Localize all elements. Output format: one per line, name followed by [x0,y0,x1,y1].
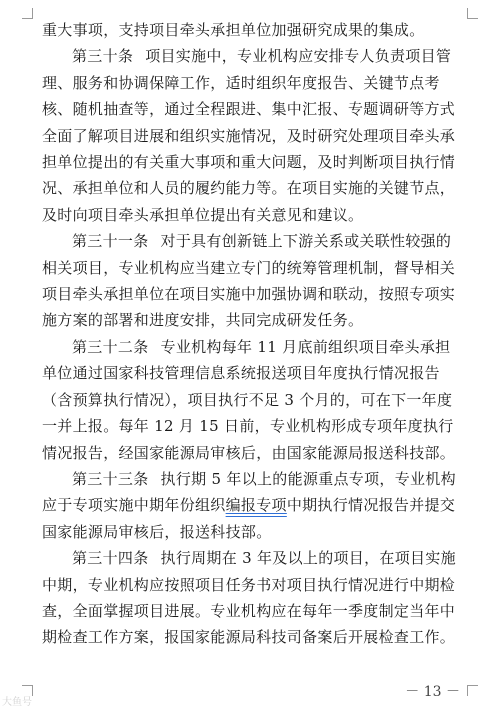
watermark: 大鱼号 [2,697,32,708]
article-30 [42,43,462,228]
crop-mark-top-left [22,8,33,19]
crop-mark-top-right [467,8,478,19]
article-number: 第三十一条 [72,232,149,251]
article-number: 第三十四条 [72,549,149,568]
paragraph-text: 重大事项，支持项目牵头承担单位加强研究成果的集成。 [42,21,425,39]
page-number: － 13 － [405,684,460,700]
article-text: 项目实施中，专业机构应安排专人负责项目管理、服务和协调保障工作，适时组织年度报告、关键节点考核、随机抽查等，通过全程跟进、集中汇报、专题调研等方式全面了解项目进展和组织实施情况，及时研究处理项目牵头承担单位提出的有关重大事项和重大问题，及时判断项目执行情况、承担单位和人员的履约能力等。在项目实施的关键节点，及时向项目牵头承担单位提出有关意见和建议。 [42,47,456,224]
article-text: 对于具有创新链上下游关系或关联性较强的相关项目，专业机构应当建立专门的统筹管理机制，督导相关项目牵头承担单位在项目实施中加强协调和联动，按照专项实施方案的部署和进度安排，共同完成研发任务。 [42,232,456,330]
paragraph-continuation [42,17,462,43]
article-31 [42,228,462,334]
spellcheck-underlined-text[interactable]: 编报专项 [225,496,287,515]
article-text-before: 执行期 5 年以上的能源重点专项，专业机构应于专项实施中期年份组织 [42,469,456,515]
article-number: 第三十三条 [72,469,149,488]
article-number: 第三十二条 [72,337,149,356]
article-text: 专业机构每年 11 月底前组织项目牵头承担单位通过国家科技管理信息系统报送项目年度执行情况报告（含预算执行情况），项目执行不足 3 个月的，可在下一年度一并上报。每年 12 月 15 日前，专业机构形成专项年度执行情况报告，经国家能源局审核后，由国家能源局报送科技部。 [42,337,456,462]
article-number: 第三十条 [72,47,134,66]
article-text: 执行周期在 3 年及以上的项目，在项目实施中期，专业机构应按照项目任务书对项目执行情况进行中期检查，全面掌握项目进展。专业机构应在每年一季度制定当年中期检查工作方案，报国家能源局科技司备案后开展检查工作。 [42,549,456,647]
article-33 [42,466,462,545]
article-34 [42,545,462,651]
document-body [42,17,462,651]
article-32 [42,334,462,466]
crop-mark-bottom-right [467,685,478,696]
article-text-after: 中期执行情况报告并提交国家能源局审核后，报送科技部。 [42,496,456,541]
